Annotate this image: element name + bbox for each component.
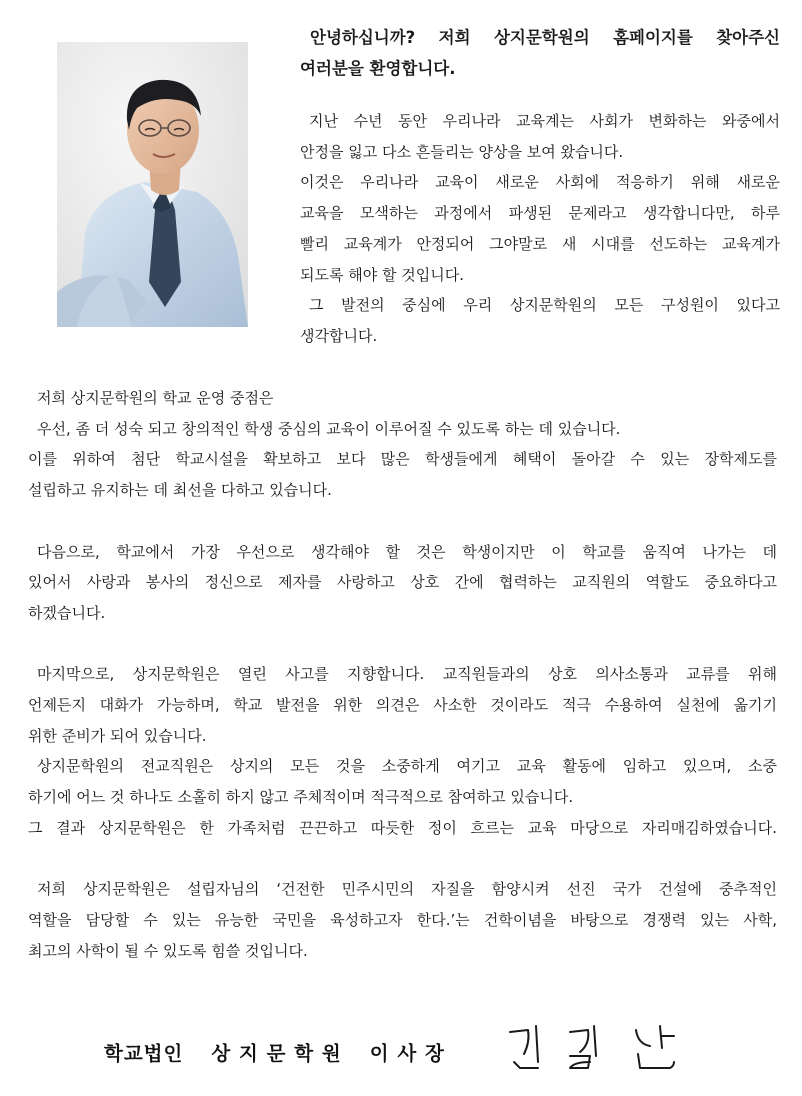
signature-school: 상 지 문 학 원	[211, 1042, 342, 1065]
text-line: 우선, 좀 더 성숙 되고 창의적인 학생 중심의 교육이 이루어질 수 있도록 하는 데 있습니다.	[37, 419, 621, 438]
signature-role: 이 사 장	[369, 1042, 445, 1065]
text-line: 그 결과 상지문학원은 한 가족처럼 끈끈하고 따듯한 정이 흐르는 교육 마당으로 자리매김하였습니다.	[28, 818, 777, 837]
text-line: 생각합니다.	[300, 326, 378, 345]
handwritten-signature	[504, 1022, 704, 1074]
text-line: 이것은 우리나라 교육이 새로운 사회에 적응하기 위해 새로운	[300, 173, 780, 192]
signature-title	[104, 1038, 473, 1066]
text-line: 지난 수년 동안 우리나라 교육계는 사회가 변화하는 와중에서	[309, 112, 780, 130]
text-line: 안정을 잃고 다소 흔들리는 양상을 보여 왔습니다.	[300, 142, 624, 161]
signature-org: 학교법인	[104, 1042, 184, 1065]
signature-block	[104, 1024, 724, 1074]
text-line: 언제든지 대화가 가능하며, 학교 발전을 위한 의견은 사소한 것이라도 적극 수용하여 실천에 옮기기	[28, 696, 777, 714]
text-line: 하기에 어느 것 하나도 소홀히 하지 않고 주체적이며 적극적으로 참여하고 있습니다.	[28, 788, 574, 807]
chairman-photo	[57, 42, 248, 327]
text-line: 이를 위하여 첨단 학교시설을 확보하고 보다 많은 학생들에게 혜택이 돌아갈 수 있는 장학제도를	[28, 450, 777, 469]
text-line: 상지문학원의 전교직원은 상지의 모든 것을 소중하게 여기고 교육 활동에 임하고 있으며, 소중	[37, 757, 777, 776]
text-line: 되도록 해야 할 것입니다.	[300, 265, 464, 284]
greeting-line: 여러분을 환영합니다.	[300, 59, 456, 78]
text-line: 있어서 사랑과 봉사의 정신으로 제자를 사랑하고 상호 간에 협력하는 교직원의 역할도 중요하다고	[28, 573, 777, 592]
greeting-line: 안녕하십니까? 저희 상지문학원의 홈페이지를 찾아주신	[310, 28, 780, 47]
text-line: 저희 상지문학원은 설립자님의 ‘건전한 민주시민의 자질을 함양시켜 선진 국가 건설에 중추적인	[37, 880, 778, 899]
text-line: 저희 상지문학원의 학교 운영 중점은	[37, 389, 274, 407]
text-line: 교육을 모색하는 과정에서 파생된 문제라고 생각합니다만, 하루	[300, 204, 780, 223]
text-line: 그 발전의 중심에 우리 상지문학원의 모든 구성원이 있다고	[309, 296, 780, 315]
text-line: 마지막으로, 상지문학원은 열린 사고를 지향합니다. 교직원들과의 상호 의사소통과 교류를 위해	[37, 665, 777, 684]
text-line: 위한 준비가 되어 있습니다.	[28, 726, 207, 745]
main-body	[28, 383, 777, 966]
text-line: 최고의 사학이 될 수 있도록 힘쓸 것입니다.	[28, 941, 308, 960]
intro-paragraph	[300, 106, 780, 352]
text-line: 설립하고 유지하는 데 최선을 다하고 있습니다.	[28, 481, 332, 500]
text-line: 하겠습니다.	[28, 603, 106, 622]
text-line: 다음으로, 학교에서 가장 우선으로 생각해야 할 것은 학생이지만 이 학교를 움직여 나가는 데	[37, 542, 777, 561]
intro-section	[300, 22, 780, 352]
portrait-illustration	[57, 42, 248, 327]
text-line: 빨리 교육계가 안정되어 그야말로 새 시대를 선도하는 교육계가	[300, 234, 780, 253]
text-line: 역할을 담당할 수 있는 유능한 국민을 육성하고자 한다.’는 건학이념을 바탕으로 경쟁력 있는 사학,	[28, 910, 777, 929]
